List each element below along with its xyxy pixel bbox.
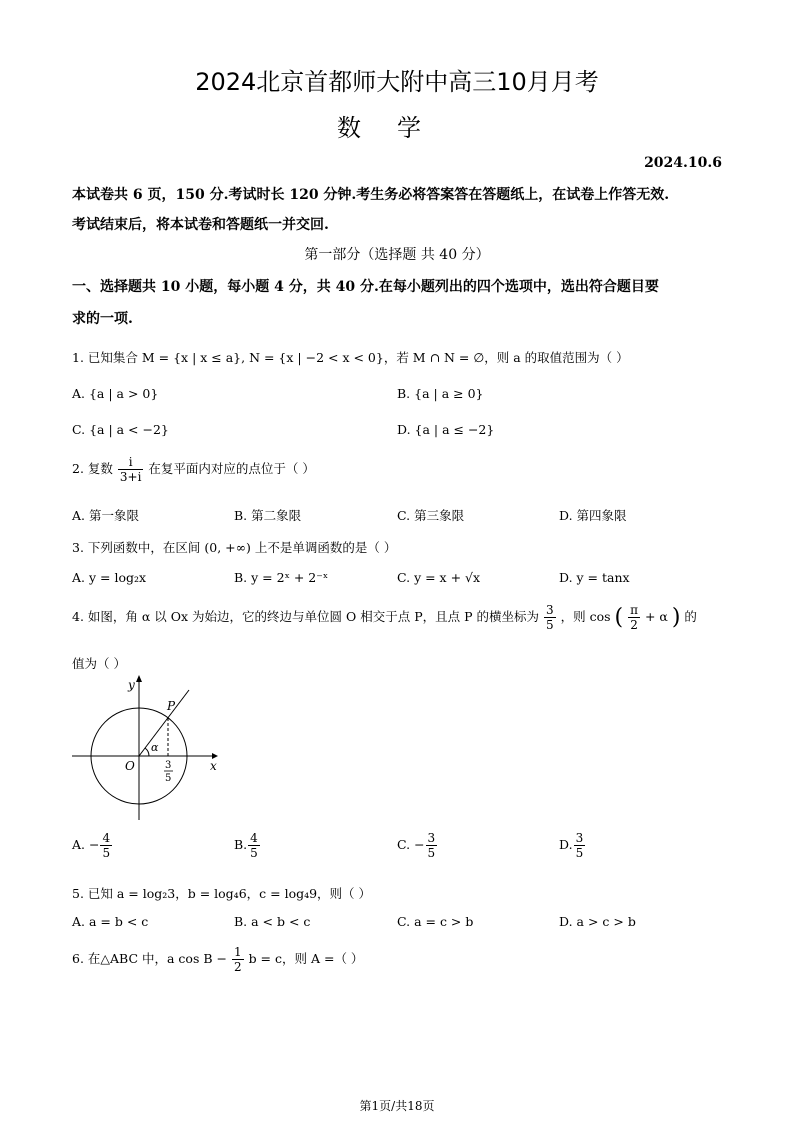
question-3-option-a: A. y = log₂x (72, 570, 147, 585)
option-d-den: 5 (575, 846, 584, 860)
instructions-line-2: 考试结束后，将本试卷和答题纸一并交回. (72, 217, 329, 233)
question-5-stem: 5. 已知 a = log₂3，b = log₄6，c = log₄9，则（ ） (72, 886, 372, 901)
question-6-stem-post: b = c，则 A =（ ） (248, 951, 364, 966)
question-4-arg-post: + α (644, 609, 668, 624)
option-c-prefix: C. − (397, 837, 425, 852)
angle-arc (145, 748, 149, 756)
question-5-option-d: D. a > c > b (559, 914, 636, 929)
question-1-option-a: A. {a | a > 0} (72, 386, 159, 401)
option-a-num: 4 (102, 831, 111, 845)
question-3-option-b: B. y = 2ˣ + 2⁻ˣ (234, 570, 329, 585)
question-5-option-a: A. a = b < c (72, 914, 149, 929)
question-4-arg-den: 2 (630, 618, 638, 632)
option-a-prefix: A. − (72, 837, 100, 852)
question-6-stem-pre: 6. 在△ABC 中，a cos B − (72, 951, 227, 966)
subject-title: 数学 (337, 114, 457, 142)
option-b-prefix: B. (234, 837, 248, 852)
question-2-option-c: C. 第三象限 (397, 508, 465, 523)
question-4-option-b (234, 832, 261, 859)
question-2-fraction-num: i (118, 456, 144, 470)
question-1-option-b: B. {a | a ≥ 0} (397, 386, 484, 401)
option-b-num: 4 (250, 831, 258, 845)
angle-alpha-label: α (151, 741, 159, 754)
x-axis-label: x (210, 759, 217, 773)
question-1-option-d: D. {a | a ≤ −2} (397, 422, 495, 437)
question-2-option-a: A. 第一象限 (72, 508, 139, 523)
option-c-den: 5 (427, 846, 436, 860)
question-4-stem-end: 的 (684, 609, 697, 624)
question-6-fraction-num: 1 (233, 945, 242, 959)
question-2-stem (72, 456, 315, 483)
tick-fraction-num: 3 (165, 760, 172, 771)
origin-label: O (125, 759, 135, 773)
option-c-num: 3 (427, 831, 436, 845)
y-axis-arrow-icon (136, 675, 142, 682)
question-3-option-c: C. y = x + √x (397, 570, 481, 585)
question-2-option-b: B. 第二象限 (234, 508, 302, 523)
question-4-argument-fraction (628, 604, 640, 631)
exam-title: 2024北京首都师大附中高三10月月考 (195, 68, 599, 96)
option-a-fraction (100, 832, 112, 859)
instructions-line-1: 本试卷共 6 页，150 分.考试时长 120 分钟.考生务必将答案答在答题纸上，在试卷上作答无效. (72, 187, 670, 203)
question-4-option-a (72, 832, 113, 859)
question-6-fraction-den: 2 (233, 960, 242, 974)
option-c-fraction (426, 832, 438, 859)
y-axis-label: y (128, 678, 135, 692)
question-3-stem: 3. 下列函数中，在区间 (0, +∞) 上不是单调函数的是（ ） (72, 540, 397, 555)
point-p-label: P (167, 699, 176, 713)
part1-heading: 第一部分（选择题 共 40 分） (304, 247, 490, 263)
unit-circle-figure (72, 672, 232, 822)
option-d-num: 3 (575, 831, 584, 845)
question-4-stem (72, 604, 697, 631)
section-instructions-line-2: 求的一项. (72, 311, 133, 327)
question-6-stem (72, 946, 363, 973)
question-2-fraction-den: 3+i (119, 470, 142, 484)
question-4-fraction-num: 3 (545, 603, 554, 617)
question-4-option-d (559, 832, 586, 859)
question-1-stem: 1. 已知集合 M = {x | x ≤ a}, N = {x | −2 < x < 0}，若 M ∩ N = ∅，则 a 的取值范围为（ ） (72, 350, 629, 365)
option-a-den: 5 (102, 846, 111, 860)
question-5-option-c: C. a = c > b (397, 914, 474, 929)
page-footer: 第1页/共18页 (359, 1099, 435, 1113)
question-2-stem-pre: 2. 复数 (72, 461, 113, 476)
terminal-side (139, 690, 189, 756)
option-d-fraction (574, 832, 586, 859)
tick-fraction-den: 5 (165, 773, 172, 784)
question-4-option-c (397, 832, 438, 859)
question-2-option-d: D. 第四象限 (559, 508, 627, 523)
section-instructions-line-1: 一、选择题共 10 小题，每小题 4 分，共 40 分.在每小题列出的四个选项中，选出符合题目要 (72, 279, 659, 295)
question-4-fraction-den: 5 (545, 618, 554, 632)
question-4-stem-pre: 4. 如图，角 α 以 Ox 为始边，它的终边与单位圆 O 相交于点 P，且点 P 的横坐标为 (72, 609, 539, 624)
question-2-fraction (118, 456, 144, 483)
option-b-fraction (248, 832, 260, 859)
option-d-prefix: D. (559, 837, 573, 852)
question-4-fraction (544, 604, 556, 631)
question-4-stem-line-2: 值为（ ） (72, 656, 126, 671)
option-b-den: 5 (250, 846, 258, 860)
question-6-fraction (232, 946, 244, 973)
question-3-option-d: D. y = tanx (559, 570, 630, 585)
question-2-stem-post: 在复平面内对应的点位于（ ） (148, 461, 315, 476)
right-paren: ) (671, 605, 681, 630)
exam-date: 2024.10.6 (644, 155, 722, 171)
question-1-option-c: C. {a | a < −2} (72, 422, 169, 437)
question-5-option-b: B. a < b < c (234, 914, 311, 929)
question-4-stem-mid: ，则 cos (560, 609, 611, 624)
question-4-arg-num: π (630, 603, 638, 617)
left-paren: ( (614, 605, 624, 630)
